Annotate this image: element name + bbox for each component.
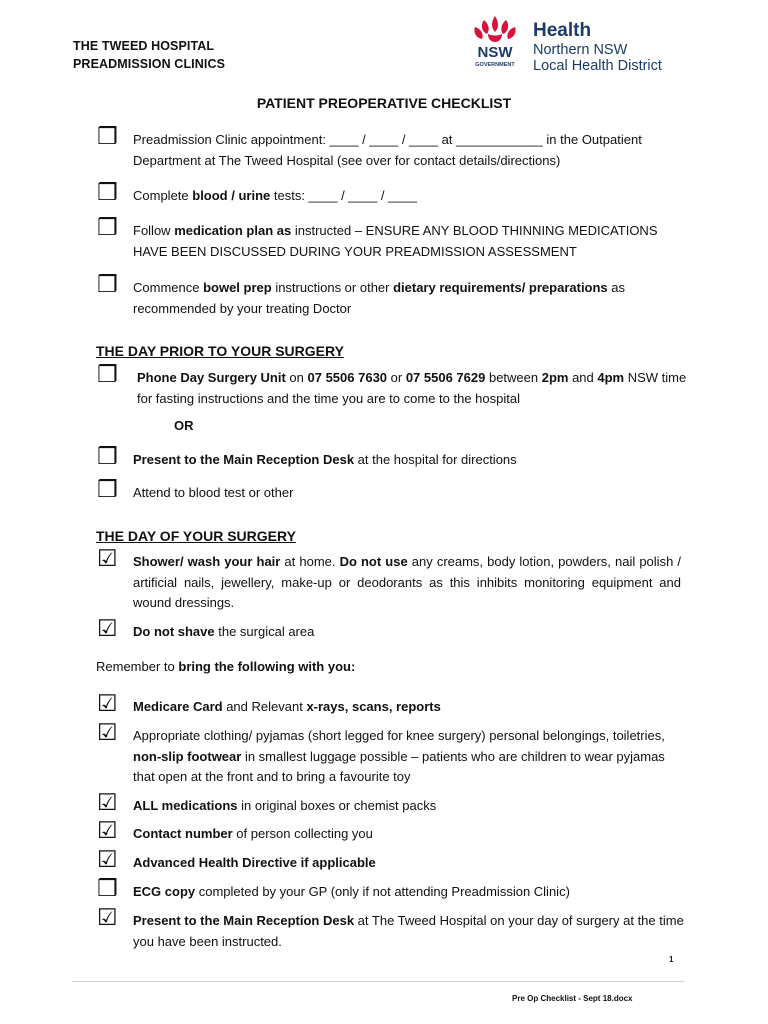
checkbox-checked[interactable]: ☑ — [97, 905, 118, 931]
section-heading-day-of: THE DAY OF YOUR SURGERY — [96, 528, 296, 544]
checkbox-unchecked[interactable]: ❒ — [97, 272, 118, 298]
checkbox-unchecked[interactable]: ❒ — [97, 444, 118, 470]
checkbox-checked[interactable]: ☑ — [97, 790, 118, 816]
hospital-line-1: THE TWEED HOSPITAL — [73, 39, 215, 53]
or-separator: OR — [174, 418, 194, 433]
logo-health-text: Health — [533, 20, 592, 41]
section-heading-day-prior: THE DAY PRIOR TO YOUR SURGERY — [96, 343, 344, 359]
page-title: PATIENT PREOPERATIVE CHECKLIST — [256, 95, 512, 111]
checkbox-unchecked[interactable]: ❒ — [97, 477, 118, 503]
bring-items-intro: Remember to bring the following with you: — [96, 659, 356, 674]
checkbox-checked[interactable]: ☑ — [97, 818, 118, 844]
hospital-line-2: PREADMISSION CLINICS — [73, 57, 226, 71]
logo-district-line-2: Local Health District — [533, 58, 662, 74]
checkbox-checked[interactable]: ☑ — [97, 691, 118, 717]
logo-nsw-text: NSW — [477, 44, 513, 61]
hospital-name — [73, 37, 225, 73]
checkbox-checked[interactable]: ☑ — [97, 546, 118, 572]
logo-government-text: GOVERNMENT — [475, 62, 515, 68]
checkbox-checked[interactable]: ☑ — [97, 720, 118, 746]
footer-divider — [72, 981, 684, 982]
footer-filename: Pre Op Checklist - Sept 18.docx — [512, 994, 633, 1003]
nsw-health-logo — [466, 14, 681, 74]
checkbox-checked[interactable]: ☑ — [97, 616, 118, 642]
checkbox-unchecked[interactable]: ❒ — [97, 362, 118, 388]
checkbox-checked[interactable]: ☑ — [97, 847, 118, 873]
page-number: 1 — [669, 955, 674, 964]
logo-district-line-1: Northern NSW — [533, 42, 628, 58]
checkbox-unchecked[interactable]: ❒ — [97, 124, 118, 150]
checkbox-unchecked[interactable]: ❒ — [97, 876, 118, 902]
waratah-icon — [466, 14, 524, 72]
checkbox-unchecked[interactable]: ❒ — [97, 180, 118, 206]
checkbox-unchecked[interactable]: ❒ — [97, 215, 118, 241]
